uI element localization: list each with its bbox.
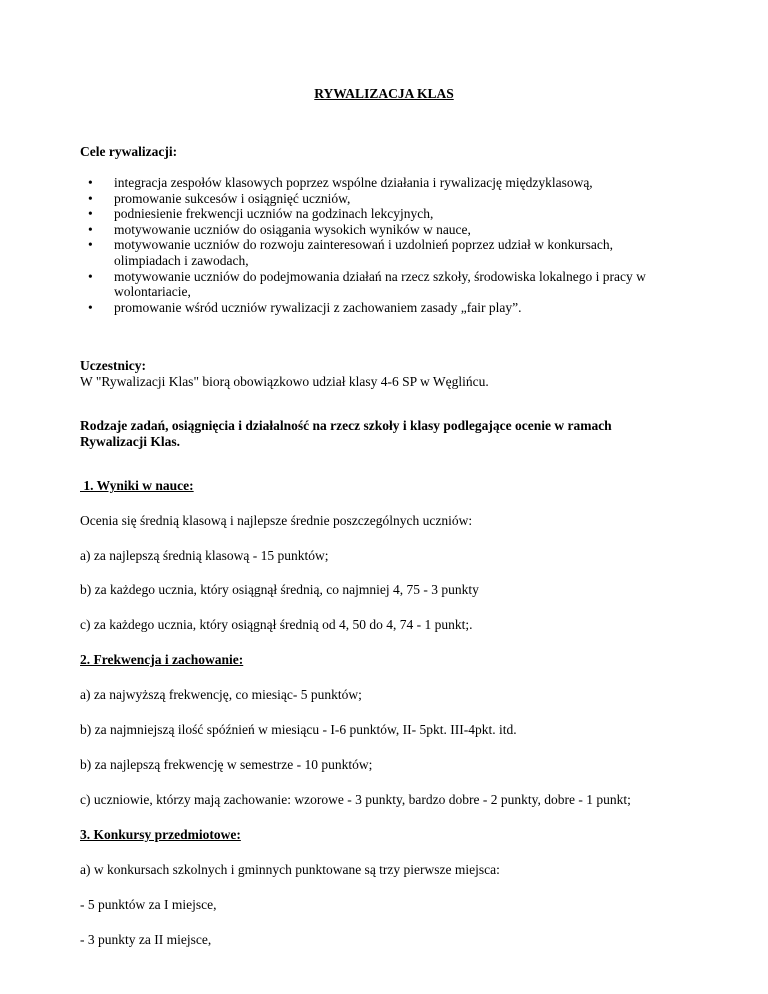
section1-intro: Ocenia się średnią klasową i najlepsze średnie poszczególnych uczniów:: [80, 513, 473, 528]
list-item: • motywowanie uczniów do podejmowania działań na rzecz szkoły, środowiska lokalnego i pracy w wolontariacie,: [88, 269, 679, 300]
section2-item-b1: b) za najmniejszą ilość spóźnień w miesiącu - I-6 punktów, II- 5pkt. III-4pkt. itd.: [80, 722, 517, 737]
section1-heading: 1. Wyniki w nauce:: [80, 478, 194, 493]
section3-points-first: - 5 punktów za I miejsce,: [80, 897, 217, 912]
uczestnicy-text: W "Rywalizacji Klas" biorą obowiązkowo udział klasy 4-6 SP w Węglińcu.: [80, 374, 489, 389]
section1-item-b: b) za każdego ucznia, który osiągnął średnią, co najmniej 4, 75 - 3 punkty: [80, 582, 479, 597]
list-item: • promowanie sukcesów i osiągnięć uczniów,: [88, 191, 688, 207]
section2-item-c: c) uczniowie, którzy mają zachowanie: wzorowe - 3 punkty, bardzo dobre - 2 punkty, dobre - 1 punkt;: [80, 792, 631, 807]
rodzaje-heading-line2: Rywalizacji Klas.: [80, 434, 181, 449]
section2-item-b2: b) za najlepszą frekwencję w semestrze - 10 punktów;: [80, 757, 373, 772]
section2-item-a: a) za najwyższą frekwencję, co miesiąc- 5 punktów;: [80, 687, 362, 702]
rodzaje-heading-line1: Rodzaje zadań, osiągnięcia i działalność na rzecz szkoły i klasy podlegające ocenie w ramach: [80, 418, 612, 433]
cele-heading: Cele rywalizacji:: [80, 144, 178, 159]
section3-points-second: - 3 punkty za II miejsce,: [80, 932, 212, 947]
section1-item-c: c) za każdego ucznia, który osiągnął średnią od 4, 50 do 4, 74 - 1 punkt;.: [80, 617, 473, 632]
section3-heading: 3. Konkursy przedmiotowe:: [80, 827, 241, 842]
list-item: • motywowanie uczniów do rozwoju zainteresowań i uzdolnień poprzez udział w konkursach, olimpiadach i zawodach,: [88, 237, 654, 268]
cele-list: [88, 175, 688, 315]
list-item: • promowanie wśród uczniów rywalizacji z zachowaniem zasady „fair play”.: [88, 300, 688, 316]
list-item: • podniesienie frekwencji uczniów na godzinach lekcyjnych,: [88, 206, 688, 222]
document-title: RYWALIZACJA KLAS: [314, 86, 454, 101]
section2-heading: 2. Frekwencja i zachowanie:: [80, 652, 244, 667]
list-item: • integracja zespołów klasowych poprzez wspólne działania i rywalizację międzyklasową,: [88, 175, 688, 191]
uczestnicy-heading: Uczestnicy:: [80, 358, 146, 373]
list-item: • motywowanie uczniów do osiągania wysokich wyników w nauce,: [88, 222, 688, 238]
section1-item-a: a) za najlepszą średnią klasową - 15 punktów;: [80, 548, 329, 563]
section3-item-a: a) w konkursach szkolnych i gminnych punktowane są trzy pierwsze miejsca:: [80, 862, 500, 877]
